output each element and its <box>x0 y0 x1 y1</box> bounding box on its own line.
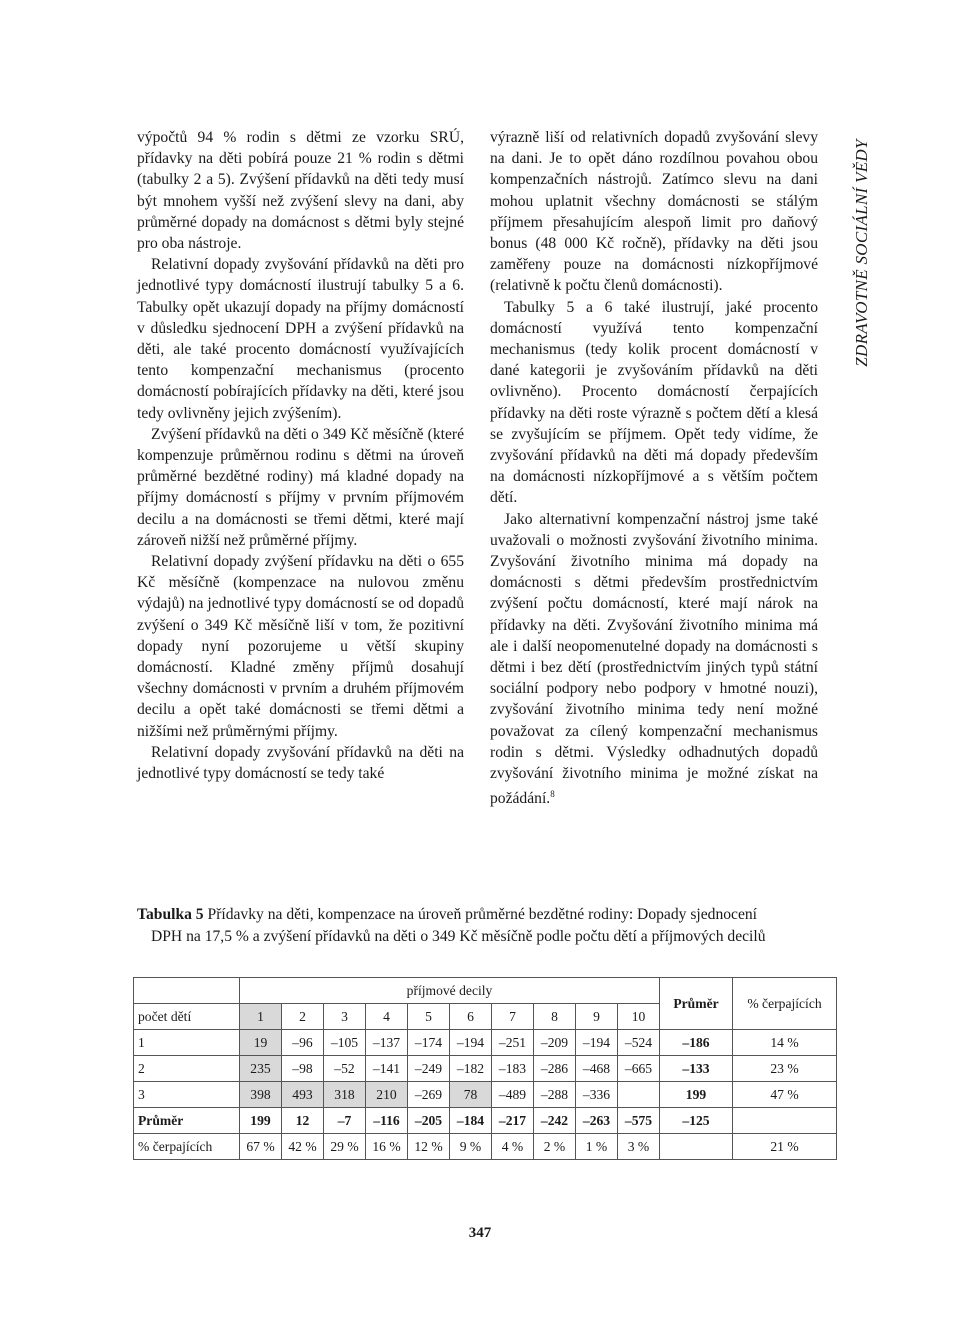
table-caption <box>137 904 819 947</box>
paragraph: Zvýšení přídavků na děti o 349 Kč měsíčně (které kompenzuje průměrnou rodinu s dětmi na úroveň průměrné bezdětné rodiny) má kladné dopady na příjmy domácností s příjmy v prvním příjmovém decilu a na domácnosti se třemi dětmi, které mají zároveň nižší než průměrné příjmy. <box>137 425 464 549</box>
table-cell: 12 % <box>408 1134 450 1160</box>
table-cell: –209 <box>534 1030 576 1056</box>
deciles-group-header: příjmové decily <box>240 978 660 1004</box>
prumer-header: Průměr <box>660 978 733 1030</box>
table-cell: 1 % <box>576 1134 618 1160</box>
table-cell: –575 <box>618 1108 660 1134</box>
decile-header: 8 <box>534 1004 576 1030</box>
row-label: % čerpajících <box>134 1134 240 1160</box>
table-cell: –249 <box>408 1056 450 1082</box>
table-cell: 78 <box>450 1082 492 1108</box>
cerpajicich-cell <box>733 1108 837 1134</box>
table-cell: –263 <box>576 1108 618 1134</box>
table-cell: 398 <box>240 1082 282 1108</box>
table-cell: –665 <box>618 1056 660 1082</box>
table-cell: 199 <box>240 1108 282 1134</box>
table-cell: 42 % <box>282 1134 324 1160</box>
footnote-mark[interactable]: 8 <box>550 789 555 800</box>
decile-header: 6 <box>450 1004 492 1030</box>
table-cell: –269 <box>408 1082 450 1108</box>
data-table <box>133 977 837 1160</box>
table-row <box>134 1056 837 1082</box>
table-cell: –184 <box>450 1108 492 1134</box>
prumer-cell: –133 <box>660 1056 733 1082</box>
prumer-cell: –125 <box>660 1108 733 1134</box>
table-cell: –205 <box>408 1108 450 1134</box>
empty-header-cell <box>134 978 240 1004</box>
row-label: 3 <box>134 1082 240 1108</box>
caption-line2: DPH na 17,5 % a zvýšení přídavků na děti o 349 Kč měsíčně podle počtu dětí a příjmových decilů <box>151 927 766 945</box>
side-title-text: ZDRAVOTNĚ SOCIÁLNÍ VĚDY <box>852 139 871 367</box>
decile-header: 5 <box>408 1004 450 1030</box>
table-cell: –286 <box>534 1056 576 1082</box>
paragraph: Relativní dopady zvyšování přídavků na děti pro jednotlivé typy domácností ilustrují tabulky 5 a 6. Tabulky opět ukazují dopady na příjmy domácností v důsledku sjednocení DPH a zvýšení přídavků na děti, ale také procento domácností využívajících tento kompenzační mechanismus (procento domácností pobírajících přídavky na děti, které jsou tedy ovlivněny jejich zvýšením). <box>137 256 464 422</box>
right-column <box>490 127 818 810</box>
table-cell: –524 <box>618 1030 660 1056</box>
table-cell: –96 <box>282 1030 324 1056</box>
cerpajicich-cell: 21 % <box>733 1134 837 1160</box>
table-cell: –137 <box>366 1030 408 1056</box>
paragraph-text: Jako alternativní kompenzační nástroj jsme také uvažovali o možnosti zvyšování životního minima. Zvyšování životního minima má dopady na domácnosti s dětmi především prostřednictvím zvýšení počtu domácností, které mají nárok na přídavky na děti. Zvyšování životního minima má ale i další neopomenutelné dopady na domácnosti s dětmi i bez dětí (prostřednictvím jiných typů státní sociální podpory nebo podpory v hmotné nouzi), zvyšování životního minima tedy není možné považovat za cílený kompenzační mechanismus rodin s dětmi. Výsledky odhadnutých dopadů zvyšování životního minima je možné získat na požádání. <box>490 510 818 808</box>
table-cell: 16 % <box>366 1134 408 1160</box>
left-column <box>137 127 464 784</box>
paragraph: Tabulky 5 a 6 také ilustrují, jaké procento domácností využívá tento kompenzační mechanismus (tedy kolik procent domácností v dané kategorii je zvyšováním přídavků na děti ovlivněno). Procento domácností čerpajících přídavky na děti roste výrazně s počtem dětí a klesá se zvyšujícím se příjmem. Opět tedy vidíme, že zvyšování přídavků na děti má dopady především na domácnosti nízkopříjmové a s větším počtem dětí. <box>490 298 818 507</box>
caption-label: Tabulka 5 <box>137 906 204 923</box>
decile-header: 10 <box>618 1004 660 1030</box>
row-label: Průměr <box>134 1108 240 1134</box>
table-cell: –105 <box>324 1030 366 1056</box>
table-cell: 318 <box>324 1082 366 1108</box>
decile-header: 4 <box>366 1004 408 1030</box>
table-cell: –194 <box>576 1030 618 1056</box>
table-cell: –7 <box>324 1108 366 1134</box>
table-cell: 67 % <box>240 1134 282 1160</box>
table-row-prumer <box>134 1108 837 1134</box>
table-cell: –468 <box>576 1056 618 1082</box>
prumer-cell: –186 <box>660 1030 733 1056</box>
table-cell: –183 <box>492 1056 534 1082</box>
table-cell: 29 % <box>324 1134 366 1160</box>
row-label: 1 <box>134 1030 240 1056</box>
paragraph: výpočtů 94 % rodin s dětmi ze vzorku SRÚ, přídavky na děti pobírá pouze 21 % rodin s dětmi (tabulky 2 a 5). Zvýšení přídavků na děti tedy musí být mnohem vyšší než zvýšení slevy na dani, aby průměrné dopady na domácnost s dětmi byly stejné pro oba nástroje. <box>137 129 464 253</box>
table-cell: –217 <box>492 1108 534 1134</box>
decile-header: 7 <box>492 1004 534 1030</box>
table-cell: 493 <box>282 1082 324 1108</box>
table-cell: 2 % <box>534 1134 576 1160</box>
table-cell: 210 <box>366 1082 408 1108</box>
caption-line1: Přídavky na děti, kompenzace na úroveň průměrné bezdětné rodiny: Dopady sjednocení <box>207 906 758 923</box>
table-cell: –194 <box>450 1030 492 1056</box>
journal-side-title <box>842 128 882 378</box>
table-cell: 235 <box>240 1056 282 1082</box>
page-number: 347 <box>468 1225 492 1241</box>
paragraph: výrazně liší od relativních dopadů zvyšování slevy na dani. Je to opět dáno rozdílnou povahou obou kompenzačních nástrojů. Zatímco slevu na dani mohou uplatnit všechny domácnosti se stálým příjmem přesahujícím alespoň limit pro daňový bonus (48 000 Kč ročně), přídavky na děti jsou zaměřeny pouze na domácnosti nízkopříjmové (relativně k počtu členů domácnosti). <box>490 129 818 295</box>
table-cell <box>618 1082 660 1108</box>
paragraph <box>490 509 818 810</box>
cerpajicich-cell: 23 % <box>733 1056 837 1082</box>
table-cell: 12 <box>282 1108 324 1134</box>
table-cell: –182 <box>450 1056 492 1082</box>
paragraph: Relativní dopady zvyšování přídavků na děti na jednotlivé typy domácností se tedy také <box>137 743 464 783</box>
row-header-label: počet dětí <box>134 1004 240 1030</box>
table-row <box>134 1082 837 1108</box>
table-cell: 19 <box>240 1030 282 1056</box>
table-cell: 9 % <box>450 1134 492 1160</box>
table-cell: –242 <box>534 1108 576 1134</box>
table-cell: –336 <box>576 1082 618 1108</box>
table-row-cerpajicich <box>134 1134 837 1160</box>
table-cell: 4 % <box>492 1134 534 1160</box>
table-cell: –489 <box>492 1082 534 1108</box>
table-cell: –141 <box>366 1056 408 1082</box>
table-cell: –52 <box>324 1056 366 1082</box>
cerpajicich-header: % čerpajících <box>733 978 837 1030</box>
prumer-cell: 199 <box>660 1082 733 1108</box>
table-cell: –116 <box>366 1108 408 1134</box>
cerpajicich-cell: 47 % <box>733 1082 837 1108</box>
table-row <box>134 1030 837 1056</box>
decile-header: 2 <box>282 1004 324 1030</box>
table-cell: –98 <box>282 1056 324 1082</box>
table-cell: –174 <box>408 1030 450 1056</box>
row-label: 2 <box>134 1056 240 1082</box>
paragraph: Relativní dopady zvýšení přídavku na děti o 655 Kč měsíčně (kompenzace na nulovou změnu výdajů) na jednotlivé typy domácností se od dopadů zvýšení o 349 Kč měsíčně liší v tom, že pozitivní dopady nyní pozorujeme u větší skupiny domácností. Kladné změny příjmů dosahují všechny domácnosti v prvním a druhém příjmovém decilu a opět také domácnosti se třemi dětmi a nižšími než průměrnými příjmy. <box>137 553 464 740</box>
decile-header: 3 <box>324 1004 366 1030</box>
table-cell: –251 <box>492 1030 534 1056</box>
decile-header: 9 <box>576 1004 618 1030</box>
decile-header: 1 <box>240 1004 282 1030</box>
table-cell: –288 <box>534 1082 576 1108</box>
prumer-cell <box>660 1134 733 1160</box>
table-header-row <box>134 978 837 1004</box>
cerpajicich-cell: 14 % <box>733 1030 837 1056</box>
table-cell: 3 % <box>618 1134 660 1160</box>
